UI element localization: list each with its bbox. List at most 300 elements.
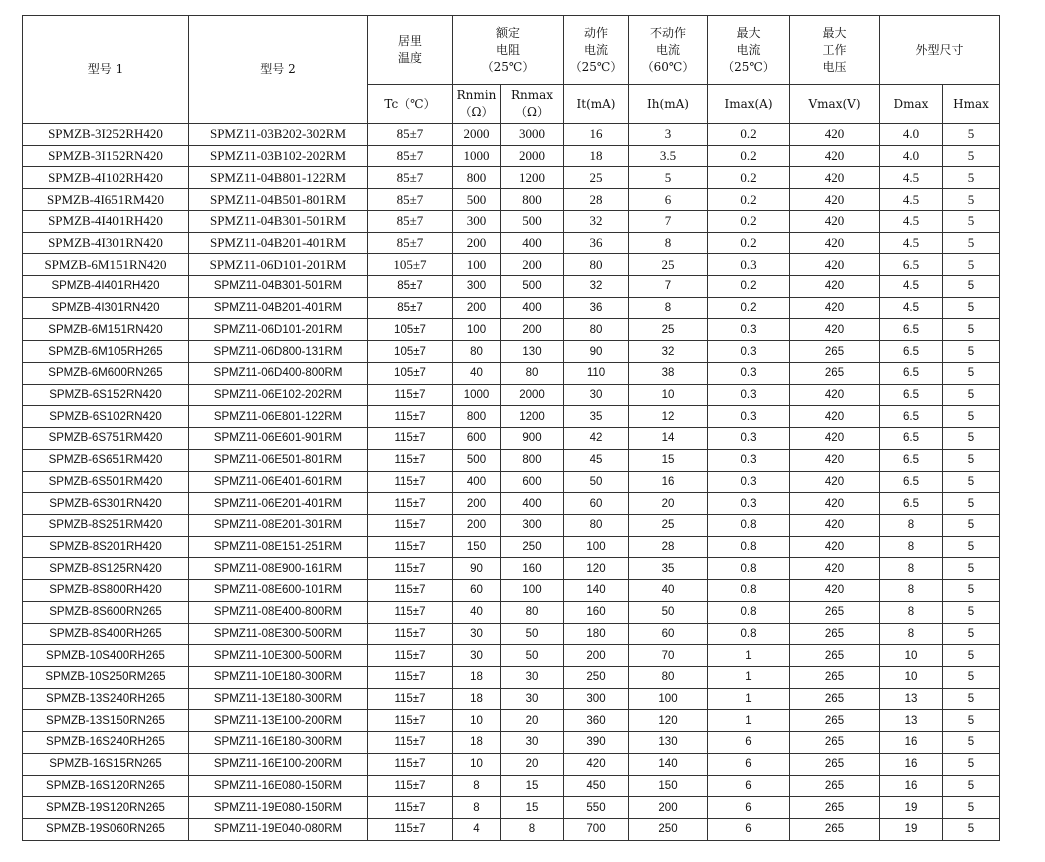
cell-ih: 130 bbox=[629, 732, 708, 754]
table-row bbox=[23, 276, 1000, 298]
cell-ih: 60 bbox=[629, 623, 708, 645]
cell-rnmin: 1000 bbox=[453, 384, 501, 406]
cell-hmax: 5 bbox=[943, 558, 1000, 580]
header-non-operating-current: 不动作 电流 （60℃） bbox=[629, 16, 708, 85]
table-row bbox=[23, 819, 1000, 841]
cell-ih: 25 bbox=[629, 254, 708, 276]
cell-vmax: 265 bbox=[790, 819, 880, 841]
cell-rnmin: 40 bbox=[453, 601, 501, 623]
cell-model1: SPMZB-10S400RH265 bbox=[23, 645, 189, 667]
cell-imax: 0.3 bbox=[708, 471, 790, 493]
cell-vmax: 265 bbox=[790, 710, 880, 732]
cell-hmax: 5 bbox=[943, 710, 1000, 732]
cell-tc: 85±7 bbox=[368, 145, 453, 167]
cell-vmax: 420 bbox=[790, 232, 880, 254]
cell-model2: SPMZ11-08E600-101RM bbox=[189, 580, 368, 602]
cell-it: 42 bbox=[564, 428, 629, 450]
cell-dmax: 4.5 bbox=[880, 210, 943, 232]
cell-rnmax: 900 bbox=[501, 428, 564, 450]
cell-rnmax: 600 bbox=[501, 471, 564, 493]
cell-imax: 6 bbox=[708, 732, 790, 754]
cell-dmax: 8 bbox=[880, 514, 943, 536]
header-operating-current: 动作 电流 （25℃） bbox=[564, 16, 629, 85]
cell-it: 200 bbox=[564, 645, 629, 667]
cell-model2: SPMZ11-06E401-601RM bbox=[189, 471, 368, 493]
cell-tc: 115±7 bbox=[368, 428, 453, 450]
cell-rnmin: 800 bbox=[453, 406, 501, 428]
cell-hmax: 5 bbox=[943, 341, 1000, 363]
cell-ih: 8 bbox=[629, 297, 708, 319]
cell-model1: SPMZB-6S501RM420 bbox=[23, 471, 189, 493]
table-row bbox=[23, 645, 1000, 667]
cell-hmax: 5 bbox=[943, 536, 1000, 558]
cell-model1: SPMZB-4I301RN420 bbox=[23, 297, 189, 319]
cell-vmax: 265 bbox=[790, 362, 880, 384]
cell-dmax: 4.5 bbox=[880, 189, 943, 211]
cell-rnmin: 600 bbox=[453, 428, 501, 450]
cell-dmax: 8 bbox=[880, 558, 943, 580]
table-row bbox=[23, 428, 1000, 450]
cell-model2: SPMZ11-08E300-500RM bbox=[189, 623, 368, 645]
cell-model1: SPMZB-6M600RN265 bbox=[23, 362, 189, 384]
cell-vmax: 265 bbox=[790, 688, 880, 710]
header-it: It(mA) bbox=[564, 85, 629, 124]
table-row bbox=[23, 254, 1000, 276]
cell-vmax: 420 bbox=[790, 384, 880, 406]
cell-tc: 105±7 bbox=[368, 254, 453, 276]
table-row bbox=[23, 666, 1000, 688]
cell-model2: SPMZ11-19E040-080RM bbox=[189, 819, 368, 841]
header-ih: Ih(mA) bbox=[629, 85, 708, 124]
cell-dmax: 8 bbox=[880, 580, 943, 602]
cell-ih: 80 bbox=[629, 666, 708, 688]
cell-ih: 32 bbox=[629, 341, 708, 363]
cell-rnmin: 8 bbox=[453, 797, 501, 819]
cell-model1: SPMZB-4I102RH420 bbox=[23, 167, 189, 189]
cell-rnmax: 100 bbox=[501, 580, 564, 602]
cell-imax: 1 bbox=[708, 710, 790, 732]
cell-vmax: 420 bbox=[790, 319, 880, 341]
cell-rnmin: 80 bbox=[453, 341, 501, 363]
cell-dmax: 8 bbox=[880, 536, 943, 558]
cell-rnmax: 2000 bbox=[501, 384, 564, 406]
cell-rnmax: 3000 bbox=[501, 124, 564, 146]
cell-dmax: 10 bbox=[880, 645, 943, 667]
cell-rnmin: 300 bbox=[453, 276, 501, 298]
cell-model1: SPMZB-6S651RM420 bbox=[23, 449, 189, 471]
cell-it: 450 bbox=[564, 775, 629, 797]
cell-it: 25 bbox=[564, 167, 629, 189]
cell-ih: 3 bbox=[629, 124, 708, 146]
cell-it: 110 bbox=[564, 362, 629, 384]
cell-hmax: 5 bbox=[943, 623, 1000, 645]
cell-hmax: 5 bbox=[943, 362, 1000, 384]
cell-it: 36 bbox=[564, 232, 629, 254]
cell-model1: SPMZB-8S125RN420 bbox=[23, 558, 189, 580]
cell-dmax: 4.0 bbox=[880, 124, 943, 146]
table-row bbox=[23, 124, 1000, 146]
cell-dmax: 16 bbox=[880, 775, 943, 797]
cell-vmax: 265 bbox=[790, 601, 880, 623]
cell-dmax: 6.5 bbox=[880, 471, 943, 493]
cell-rnmax: 500 bbox=[501, 210, 564, 232]
cell-dmax: 6.5 bbox=[880, 493, 943, 515]
cell-rnmin: 90 bbox=[453, 558, 501, 580]
cell-imax: 0.8 bbox=[708, 580, 790, 602]
cell-model2: SPMZ11-04B501-801RM bbox=[189, 189, 368, 211]
cell-rnmax: 20 bbox=[501, 753, 564, 775]
cell-ih: 50 bbox=[629, 601, 708, 623]
cell-vmax: 265 bbox=[790, 732, 880, 754]
cell-ih: 38 bbox=[629, 362, 708, 384]
cell-model2: SPMZ11-06D400-800RM bbox=[189, 362, 368, 384]
cell-vmax: 265 bbox=[790, 666, 880, 688]
cell-hmax: 5 bbox=[943, 210, 1000, 232]
cell-vmax: 265 bbox=[790, 753, 880, 775]
cell-tc: 85±7 bbox=[368, 210, 453, 232]
cell-it: 32 bbox=[564, 210, 629, 232]
cell-it: 36 bbox=[564, 297, 629, 319]
cell-model1: SPMZB-3I252RH420 bbox=[23, 124, 189, 146]
cell-imax: 0.3 bbox=[708, 341, 790, 363]
cell-model2: SPMZ11-08E201-301RM bbox=[189, 514, 368, 536]
cell-model2: SPMZ11-08E151-251RM bbox=[189, 536, 368, 558]
cell-rnmin: 200 bbox=[453, 514, 501, 536]
cell-it: 80 bbox=[564, 514, 629, 536]
cell-hmax: 5 bbox=[943, 232, 1000, 254]
cell-imax: 0.2 bbox=[708, 297, 790, 319]
table-row bbox=[23, 623, 1000, 645]
cell-model1: SPMZB-8S201RH420 bbox=[23, 536, 189, 558]
cell-model2: SPMZ11-06D800-131RM bbox=[189, 341, 368, 363]
cell-vmax: 420 bbox=[790, 471, 880, 493]
cell-it: 700 bbox=[564, 819, 629, 841]
cell-imax: 0.2 bbox=[708, 189, 790, 211]
cell-imax: 1 bbox=[708, 666, 790, 688]
cell-hmax: 5 bbox=[943, 145, 1000, 167]
cell-rnmax: 200 bbox=[501, 319, 564, 341]
cell-it: 50 bbox=[564, 471, 629, 493]
cell-model2: SPMZ11-06E201-401RM bbox=[189, 493, 368, 515]
cell-dmax: 4.5 bbox=[880, 276, 943, 298]
cell-tc: 85±7 bbox=[368, 276, 453, 298]
cell-ih: 25 bbox=[629, 514, 708, 536]
table-row bbox=[23, 210, 1000, 232]
cell-ih: 250 bbox=[629, 819, 708, 841]
cell-tc: 115±7 bbox=[368, 558, 453, 580]
cell-ih: 5 bbox=[629, 167, 708, 189]
table-row bbox=[23, 319, 1000, 341]
cell-hmax: 5 bbox=[943, 319, 1000, 341]
cell-rnmax: 15 bbox=[501, 797, 564, 819]
cell-vmax: 420 bbox=[790, 210, 880, 232]
cell-rnmin: 40 bbox=[453, 362, 501, 384]
cell-model1: SPMZB-6M151RN420 bbox=[23, 319, 189, 341]
cell-tc: 85±7 bbox=[368, 167, 453, 189]
table-row bbox=[23, 362, 1000, 384]
cell-dmax: 16 bbox=[880, 753, 943, 775]
cell-model2: SPMZ11-03B202-302RM bbox=[189, 124, 368, 146]
cell-imax: 0.3 bbox=[708, 428, 790, 450]
cell-rnmin: 30 bbox=[453, 623, 501, 645]
cell-it: 28 bbox=[564, 189, 629, 211]
cell-hmax: 5 bbox=[943, 124, 1000, 146]
cell-dmax: 8 bbox=[880, 601, 943, 623]
cell-imax: 0.8 bbox=[708, 601, 790, 623]
cell-vmax: 420 bbox=[790, 514, 880, 536]
cell-vmax: 420 bbox=[790, 189, 880, 211]
cell-tc: 115±7 bbox=[368, 688, 453, 710]
cell-tc: 115±7 bbox=[368, 710, 453, 732]
cell-it: 16 bbox=[564, 124, 629, 146]
cell-tc: 115±7 bbox=[368, 493, 453, 515]
cell-dmax: 13 bbox=[880, 710, 943, 732]
cell-rnmax: 800 bbox=[501, 449, 564, 471]
cell-tc: 105±7 bbox=[368, 362, 453, 384]
cell-ih: 20 bbox=[629, 493, 708, 515]
table-row bbox=[23, 797, 1000, 819]
cell-model2: SPMZ11-06E501-801RM bbox=[189, 449, 368, 471]
cell-model1: SPMZB-16S120RN265 bbox=[23, 775, 189, 797]
cell-vmax: 420 bbox=[790, 580, 880, 602]
cell-vmax: 265 bbox=[790, 623, 880, 645]
cell-ih: 200 bbox=[629, 797, 708, 819]
cell-it: 30 bbox=[564, 384, 629, 406]
cell-model2: SPMZ11-06D101-201RM bbox=[189, 254, 368, 276]
cell-dmax: 19 bbox=[880, 797, 943, 819]
cell-ih: 3.5 bbox=[629, 145, 708, 167]
cell-model2: SPMZ11-06E601-901RM bbox=[189, 428, 368, 450]
cell-model2: SPMZ11-04B201-401RM bbox=[189, 232, 368, 254]
cell-dmax: 6.5 bbox=[880, 319, 943, 341]
cell-rnmin: 200 bbox=[453, 232, 501, 254]
cell-rnmin: 10 bbox=[453, 753, 501, 775]
table-row bbox=[23, 471, 1000, 493]
cell-dmax: 6.5 bbox=[880, 341, 943, 363]
cell-it: 160 bbox=[564, 601, 629, 623]
cell-ih: 150 bbox=[629, 775, 708, 797]
table-row bbox=[23, 753, 1000, 775]
cell-model1: SPMZB-4I401RH420 bbox=[23, 210, 189, 232]
cell-ih: 35 bbox=[629, 558, 708, 580]
cell-model2: SPMZ11-04B801-122RM bbox=[189, 167, 368, 189]
ptc-spec-table bbox=[22, 15, 1000, 841]
cell-imax: 0.2 bbox=[708, 145, 790, 167]
cell-model2: SPMZ11-08E900-161RM bbox=[189, 558, 368, 580]
table-row bbox=[23, 341, 1000, 363]
cell-vmax: 420 bbox=[790, 493, 880, 515]
cell-tc: 115±7 bbox=[368, 666, 453, 688]
cell-dmax: 6.5 bbox=[880, 428, 943, 450]
table-row bbox=[23, 775, 1000, 797]
cell-model2: SPMZ11-16E180-300RM bbox=[189, 732, 368, 754]
cell-ih: 70 bbox=[629, 645, 708, 667]
cell-tc: 115±7 bbox=[368, 623, 453, 645]
cell-dmax: 6.5 bbox=[880, 449, 943, 471]
cell-it: 180 bbox=[564, 623, 629, 645]
cell-it: 60 bbox=[564, 493, 629, 515]
cell-hmax: 5 bbox=[943, 189, 1000, 211]
cell-imax: 0.2 bbox=[708, 276, 790, 298]
cell-it: 140 bbox=[564, 580, 629, 602]
cell-rnmax: 500 bbox=[501, 276, 564, 298]
cell-vmax: 265 bbox=[790, 775, 880, 797]
cell-rnmax: 30 bbox=[501, 688, 564, 710]
cell-rnmin: 200 bbox=[453, 493, 501, 515]
cell-hmax: 5 bbox=[943, 732, 1000, 754]
cell-model1: SPMZB-16S15RN265 bbox=[23, 753, 189, 775]
cell-rnmin: 800 bbox=[453, 167, 501, 189]
cell-imax: 6 bbox=[708, 819, 790, 841]
header-curie-temp: 居里 温度 bbox=[368, 16, 453, 85]
cell-tc: 115±7 bbox=[368, 797, 453, 819]
table-row bbox=[23, 732, 1000, 754]
table-row bbox=[23, 493, 1000, 515]
cell-tc: 115±7 bbox=[368, 471, 453, 493]
cell-vmax: 420 bbox=[790, 297, 880, 319]
table-row bbox=[23, 145, 1000, 167]
cell-rnmin: 4 bbox=[453, 819, 501, 841]
cell-dmax: 8 bbox=[880, 623, 943, 645]
header-max-current: 最大 电流 （25℃） bbox=[708, 16, 790, 85]
cell-model2: SPMZ11-06D101-201RM bbox=[189, 319, 368, 341]
cell-rnmax: 30 bbox=[501, 732, 564, 754]
cell-rnmax: 400 bbox=[501, 232, 564, 254]
cell-it: 420 bbox=[564, 753, 629, 775]
cell-hmax: 5 bbox=[943, 449, 1000, 471]
cell-rnmin: 150 bbox=[453, 536, 501, 558]
cell-rnmax: 1200 bbox=[501, 406, 564, 428]
cell-rnmax: 200 bbox=[501, 254, 564, 276]
cell-dmax: 4.0 bbox=[880, 145, 943, 167]
table-row bbox=[23, 514, 1000, 536]
cell-rnmax: 2000 bbox=[501, 145, 564, 167]
cell-it: 120 bbox=[564, 558, 629, 580]
cell-rnmax: 30 bbox=[501, 666, 564, 688]
cell-rnmin: 200 bbox=[453, 297, 501, 319]
cell-hmax: 5 bbox=[943, 819, 1000, 841]
cell-model1: SPMZB-19S120RN265 bbox=[23, 797, 189, 819]
cell-model2: SPMZ11-10E180-300RM bbox=[189, 666, 368, 688]
cell-rnmax: 50 bbox=[501, 623, 564, 645]
cell-model2: SPMZ11-13E100-200RM bbox=[189, 710, 368, 732]
cell-tc: 115±7 bbox=[368, 536, 453, 558]
cell-rnmin: 300 bbox=[453, 210, 501, 232]
cell-rnmin: 400 bbox=[453, 471, 501, 493]
header-model2: 型号 2 bbox=[189, 16, 368, 124]
cell-model1: SPMZB-13S150RN265 bbox=[23, 710, 189, 732]
cell-it: 80 bbox=[564, 319, 629, 341]
cell-rnmin: 100 bbox=[453, 254, 501, 276]
cell-rnmax: 8 bbox=[501, 819, 564, 841]
cell-model2: SPMZ11-03B102-202RM bbox=[189, 145, 368, 167]
cell-model1: SPMZB-4I401RH420 bbox=[23, 276, 189, 298]
cell-rnmin: 500 bbox=[453, 449, 501, 471]
cell-vmax: 420 bbox=[790, 449, 880, 471]
cell-tc: 115±7 bbox=[368, 406, 453, 428]
cell-tc: 105±7 bbox=[368, 341, 453, 363]
table-row bbox=[23, 167, 1000, 189]
table-row bbox=[23, 384, 1000, 406]
cell-imax: 1 bbox=[708, 645, 790, 667]
cell-hmax: 5 bbox=[943, 384, 1000, 406]
cell-imax: 0.2 bbox=[708, 124, 790, 146]
cell-imax: 1 bbox=[708, 688, 790, 710]
cell-vmax: 420 bbox=[790, 124, 880, 146]
cell-hmax: 5 bbox=[943, 688, 1000, 710]
cell-tc: 115±7 bbox=[368, 819, 453, 841]
cell-model1: SPMZB-8S800RH420 bbox=[23, 580, 189, 602]
cell-model1: SPMZB-6S301RN420 bbox=[23, 493, 189, 515]
cell-model1: SPMZB-6S751RM420 bbox=[23, 428, 189, 450]
cell-hmax: 5 bbox=[943, 753, 1000, 775]
cell-imax: 0.3 bbox=[708, 406, 790, 428]
header-tc: Tc（℃） bbox=[368, 85, 453, 124]
cell-tc: 115±7 bbox=[368, 580, 453, 602]
cell-ih: 100 bbox=[629, 688, 708, 710]
cell-ih: 16 bbox=[629, 471, 708, 493]
cell-it: 250 bbox=[564, 666, 629, 688]
cell-ih: 8 bbox=[629, 232, 708, 254]
table-row bbox=[23, 536, 1000, 558]
table-row bbox=[23, 232, 1000, 254]
cell-model2: SPMZ11-16E080-150RM bbox=[189, 775, 368, 797]
cell-vmax: 420 bbox=[790, 558, 880, 580]
cell-hmax: 5 bbox=[943, 645, 1000, 667]
cell-it: 80 bbox=[564, 254, 629, 276]
cell-rnmax: 300 bbox=[501, 514, 564, 536]
cell-imax: 0.3 bbox=[708, 319, 790, 341]
cell-model1: SPMZB-4I651RM420 bbox=[23, 189, 189, 211]
cell-rnmin: 18 bbox=[453, 732, 501, 754]
cell-tc: 85±7 bbox=[368, 124, 453, 146]
cell-imax: 0.2 bbox=[708, 210, 790, 232]
cell-it: 360 bbox=[564, 710, 629, 732]
cell-model2: SPMZ11-06E801-122RM bbox=[189, 406, 368, 428]
cell-tc: 115±7 bbox=[368, 601, 453, 623]
cell-imax: 0.3 bbox=[708, 449, 790, 471]
cell-hmax: 5 bbox=[943, 167, 1000, 189]
cell-tc: 85±7 bbox=[368, 189, 453, 211]
cell-rnmax: 400 bbox=[501, 493, 564, 515]
table-row bbox=[23, 580, 1000, 602]
cell-rnmax: 15 bbox=[501, 775, 564, 797]
header-rnmin: Rnmin （Ω） bbox=[453, 85, 501, 124]
cell-hmax: 5 bbox=[943, 601, 1000, 623]
cell-model1: SPMZB-13S240RH265 bbox=[23, 688, 189, 710]
cell-ih: 6 bbox=[629, 189, 708, 211]
cell-tc: 115±7 bbox=[368, 732, 453, 754]
cell-rnmin: 500 bbox=[453, 189, 501, 211]
cell-hmax: 5 bbox=[943, 514, 1000, 536]
cell-rnmax: 80 bbox=[501, 362, 564, 384]
header-imax: Imax(A) bbox=[708, 85, 790, 124]
cell-dmax: 19 bbox=[880, 819, 943, 841]
cell-ih: 40 bbox=[629, 580, 708, 602]
cell-rnmin: 18 bbox=[453, 688, 501, 710]
cell-imax: 0.3 bbox=[708, 384, 790, 406]
cell-rnmin: 100 bbox=[453, 319, 501, 341]
cell-imax: 6 bbox=[708, 775, 790, 797]
cell-vmax: 420 bbox=[790, 276, 880, 298]
cell-rnmin: 10 bbox=[453, 710, 501, 732]
cell-rnmax: 800 bbox=[501, 189, 564, 211]
table-row bbox=[23, 558, 1000, 580]
table-row bbox=[23, 297, 1000, 319]
cell-hmax: 5 bbox=[943, 406, 1000, 428]
cell-dmax: 4.5 bbox=[880, 167, 943, 189]
cell-it: 90 bbox=[564, 341, 629, 363]
